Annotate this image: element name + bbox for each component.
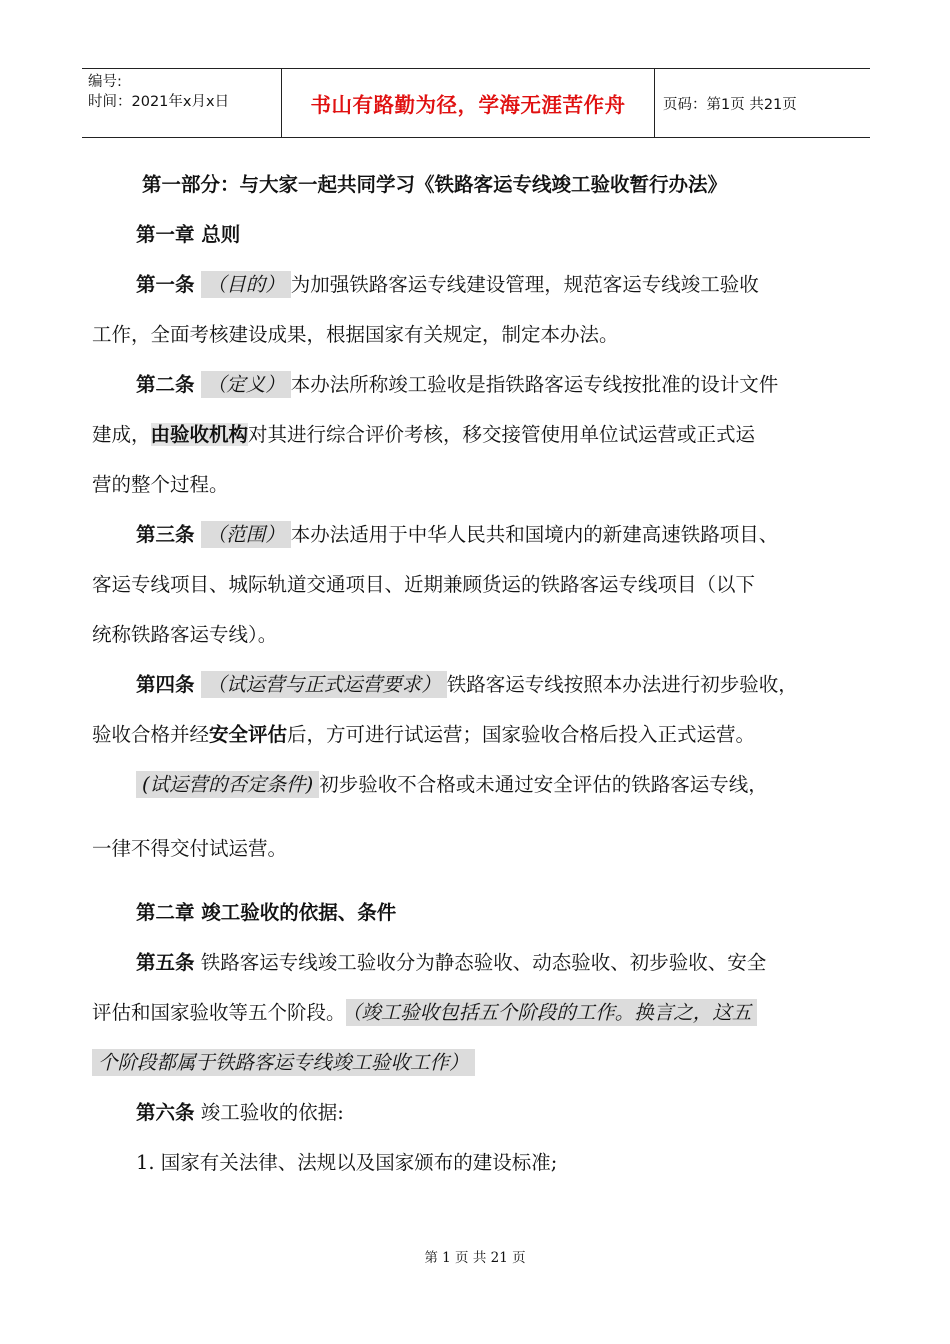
article-6-text-1: 竣工验收的依据:: [194, 1101, 344, 1124]
article-3-label: 第三条: [136, 523, 195, 546]
article-1-line-2: 工作，全面考核建设成果，根据国家有关规定，制定本办法。: [92, 323, 619, 346]
article-5-text-1: 铁路客运专线竣工验收分为静态验收、动态验收、初步验收、安全: [194, 951, 767, 974]
article-2-note: （定义）: [201, 371, 291, 398]
article-2-label: 第二条: [136, 373, 195, 396]
time-label: 时间：2021年x月x日: [88, 94, 230, 110]
number-label: 编号:: [88, 74, 122, 90]
article-2-line-3: 营的整个过程。: [92, 473, 229, 496]
article-5-text-2: 评估和国家验收等五个阶段。: [92, 1001, 346, 1024]
article-3-line-2: 客运专线项目、城际轨道交通项目、近期兼顾货运的铁路客运专线项目（以下: [92, 573, 756, 596]
article-6-label: 第六条: [136, 1101, 195, 1124]
article-2-text-2a: 建成，: [92, 423, 151, 446]
document-body: [92, 160, 862, 1188]
article-2-highlight: 由验收机构: [150, 423, 249, 446]
article-5-label: 第五条: [136, 951, 195, 974]
article-6-item-1: 1. 国家有关法律、法规以及国家颁布的建设标准;: [136, 1151, 558, 1174]
article-5-note-a: （竣工验收包括五个阶段的工作。换言之，这五: [346, 999, 758, 1026]
document-title: 第一部分：与大家一起共同学习《铁路客运专线竣工验收暂行办法》: [142, 173, 728, 196]
article-1-line-1: [92, 260, 862, 310]
article-4-text-2c: 后，方可进行试运营；国家验收合格后投入正式运营。: [287, 723, 756, 746]
article-6-line-1: [92, 1088, 862, 1138]
article-4-line-3: [92, 760, 862, 810]
article-4-text-1: 铁路客运专线按照本办法进行初步验收，: [446, 673, 798, 696]
header-meta: [82, 69, 282, 137]
article-2-line-2: [92, 410, 862, 460]
article-4-note-2: (试运营的否定条件): [136, 771, 319, 798]
header-motto: 书山有路勤为径，学海无涯苦作舟: [282, 69, 655, 137]
article-4-text-2a: 验收合格并经: [92, 723, 210, 746]
article-2-text-1: 本办法所称竣工验收是指铁路客运专线按批准的设计文件: [290, 373, 779, 396]
article-2-text-2b: 对其进行综合评价考核，移交接管使用单位试运营或正式运: [248, 423, 756, 446]
article-3-text-1: 本办法适用于中华人民共和国境内的新建高速铁路项目、: [290, 523, 779, 546]
article-4-note: （试运营与正式运营要求）: [201, 671, 447, 698]
article-1-label: 第一条: [136, 273, 195, 296]
article-1-note: （目的）: [201, 271, 291, 298]
article-1-text-1: 为加强铁路客运专线建设管理，规范客运专线竣工验收: [290, 273, 759, 296]
article-4-line-2: [92, 710, 862, 760]
chapter-2-heading: 第二章 竣工验收的依据、条件: [136, 901, 397, 924]
header-page-info: 页码：第1页 共21页: [663, 96, 797, 113]
header-table: [82, 68, 870, 138]
article-5-line-2: [92, 988, 862, 1038]
article-4-label: 第四条: [136, 673, 195, 696]
article-3-note: （范围）: [201, 521, 291, 548]
chapter-1-heading: 第一章 总则: [136, 223, 241, 246]
article-4-text-3: 初步验收不合格或未通过安全评估的铁路客运专线，: [319, 773, 768, 796]
article-5-line-3: [92, 1038, 862, 1088]
article-4-bold: 安全评估: [209, 723, 288, 746]
article-5-note-b: 个阶段都属于铁路客运专线竣工验收工作）: [92, 1049, 475, 1076]
article-4-line-4: 一律不得交付试运营。: [92, 837, 288, 860]
article-2-line-1: [92, 360, 862, 410]
article-5-line-1: [92, 938, 862, 988]
article-3-line-3: 统称铁路客运专线）。: [92, 623, 278, 646]
article-3-line-1: [92, 510, 862, 560]
article-4-line-1: [92, 660, 862, 710]
page-footer: 第 1 页 共 21 页: [424, 1250, 526, 1266]
